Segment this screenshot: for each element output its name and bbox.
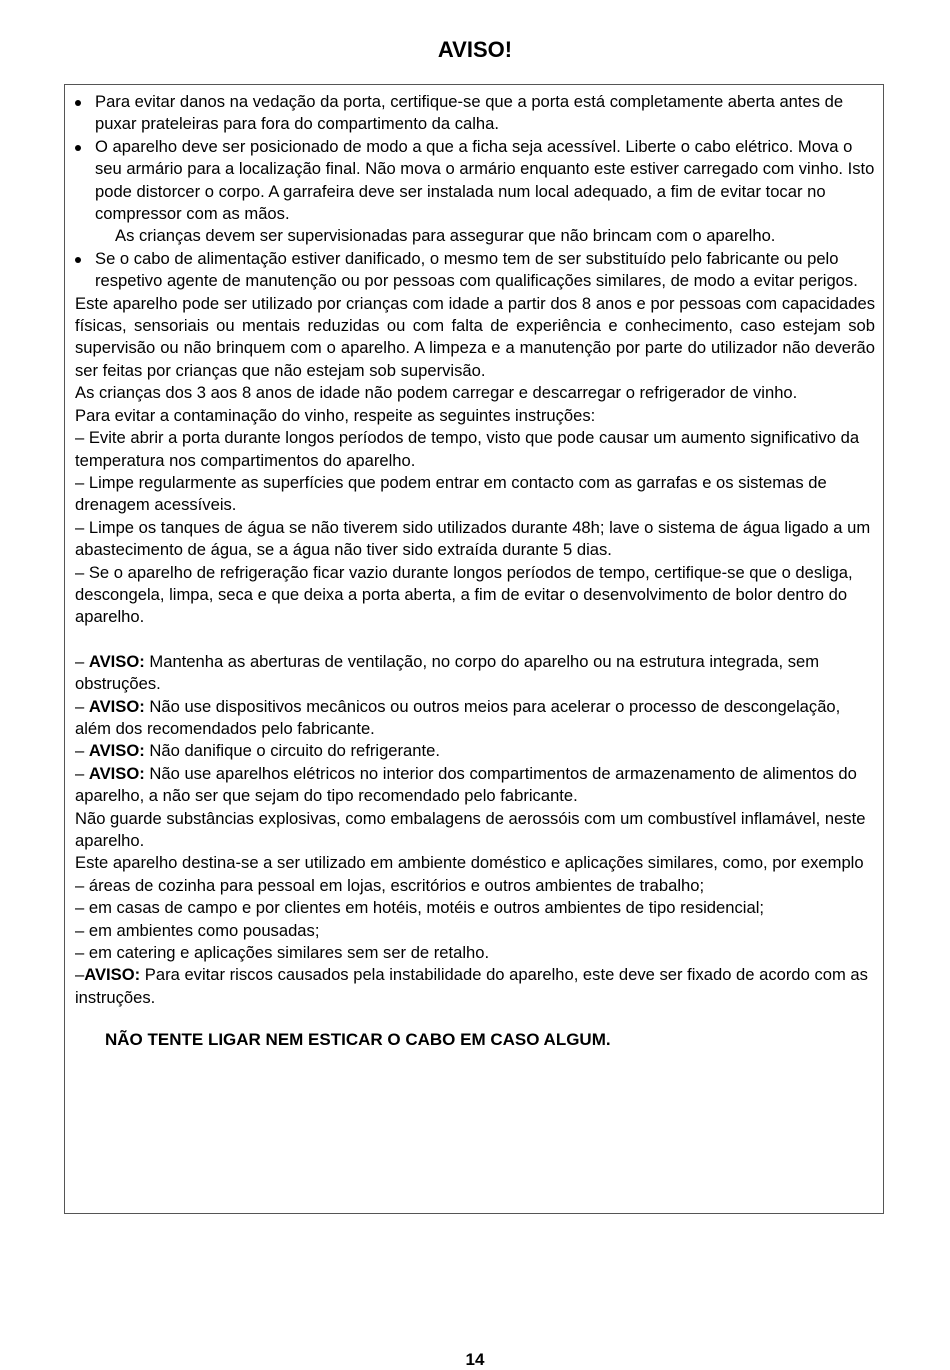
warning-prefix: – — [75, 696, 89, 716]
warning-box — [64, 84, 884, 1214]
spacer — [75, 629, 875, 651]
warning-line — [75, 964, 875, 1009]
paragraph: As crianças dos 3 aos 8 anos de idade não podem carregar e descarregar o refrigerador de vinho. — [75, 383, 798, 403]
warning-text: Para evitar riscos causados pela instabilidade do aparelho, este deve ser fixado de acordo com as instruções. — [75, 965, 868, 1007]
paragraph: – em ambientes como pousadas; — [75, 920, 320, 940]
warning-label: AVISO: — [88, 763, 145, 783]
warning-line — [75, 696, 875, 741]
paragraph: – áreas de cozinha para pessoal em lojas, escritórios e outros ambientes de trabalho; — [75, 875, 705, 895]
paragraph: Este aparelho destina-se a ser utilizado em ambiente doméstico e aplicações similares, como, por exemplo — [75, 853, 864, 873]
paragraph: – Limpe os tanques de água se não tiverem sido utilizados durante 48h; lave o sistema de água ligado a um abastecimento de água, se a água não tiver sido extraída durante 5 dias. — [75, 517, 871, 560]
warning-prefix: – — [75, 741, 89, 761]
page-title: AVISO! — [437, 37, 513, 62]
warning-text: Não use dispositivos mecânicos ou outros meios para acelerar o processo de descongelação, além dos recomendados pelo fabricante. — [75, 696, 841, 738]
bullet-dot-icon — [75, 100, 81, 106]
paragraph: – Se o aparelho de refrigeração ficar vazio durante longos períodos de tempo, certifique-se que o desliga, descongela, limpa, seca e que deixa a porta aberta, a fim de evitar o desenvolvimento de bolor dentro do aparelho. — [75, 562, 853, 627]
bullet-dot-icon — [75, 145, 81, 151]
page-number: 14 — [465, 1350, 485, 1369]
paragraph: – em catering e aplicações similares sem ser de retalho. — [75, 943, 490, 963]
paragraph: Este aparelho pode ser utilizado por crianças com idade a partir dos 8 anos e por pessoas com capacidades físicas, sensoriais ou mentais reduzidas ou com falta de experiência e conhecimento, caso estejam sob supervisão ou não brinquem com o aparelho. A limpeza e a manutenção por parte do utilizador não deverão ser feitas por crianças que não estejam sob supervisão. — [75, 293, 875, 380]
warning-line — [75, 740, 875, 762]
warning-prefix: – — [75, 763, 89, 783]
children-supervision-text: As crianças devem ser supervisionadas para assegurar que não brincam com o aparelho. — [115, 226, 776, 246]
bullet-item — [75, 91, 875, 136]
bullet-item — [75, 248, 875, 293]
bullet-text: O aparelho deve ser posicionado de modo a que a ficha seja acessível. Liberte o cabo elétrico. Mova o seu armário para a localização final. Não mova o armário enquanto este estiver carregado com vinho. Isto pode distorcer o corpo. A garrafeira deve ser instalada num local adequado, a fim de evitar tocar no compressor com as mãos. — [95, 136, 875, 224]
paragraph: – Limpe regularmente as superfícies que podem entrar em contacto com as garrafas e os sistemas de drenagem acessíveis. — [75, 472, 827, 515]
warning-line — [75, 763, 875, 808]
paragraph: – Evite abrir a porta durante longos períodos de tempo, visto que pode causar um aumento significativo da temperatura nos compartimentos do aparelho. — [75, 428, 860, 470]
warning-prefix: – — [75, 965, 85, 985]
warning-prefix: – — [75, 651, 89, 671]
warning-label: AVISO: — [88, 651, 145, 671]
bullet-text: Se o cabo de alimentação estiver danificado, o mesmo tem de ser substituído pelo fabricante ou pelo respetivo agente de manutenção ou por pessoas com qualificações similares, de modo a evitar perigos. — [95, 248, 858, 291]
bullet-item — [75, 136, 875, 226]
warning-line — [75, 651, 875, 696]
final-notice: NÃO TENTE LIGAR NEM ESTICAR O CABO EM CASO ALGUM. — [105, 1030, 611, 1050]
bullet-text: Para evitar danos na vedação da porta, certifique-se que a porta está completamente aberta antes de puxar prateleiras para fora do compartimento da calha. — [95, 92, 844, 134]
spacer — [75, 1009, 875, 1029]
warning-text: Mantenha as aberturas de ventilação, no corpo do aparelho ou na estrutura integrada, sem obstruções. — [75, 651, 820, 694]
warning-text: Não use aparelhos elétricos no interior dos compartimentos de armazenamento de alimentos do aparelho, a não ser que sejam do tipo recomendado pelo fabricante. — [75, 763, 857, 806]
paragraph: Para evitar a contaminação do vinho, respeite as seguintes instruções: — [75, 405, 596, 425]
warning-text: Não danifique o circuito do refrigerante. — [144, 741, 440, 761]
paragraph: Não guarde substâncias explosivas, como embalagens de aerossóis com um combustível inflamável, neste aparelho. — [75, 808, 866, 850]
warning-label: AVISO: — [88, 741, 145, 761]
paragraph: – em casas de campo e por clientes em hotéis, motéis e outros ambientes de tipo residencial; — [75, 898, 764, 918]
warning-label: AVISO: — [84, 965, 141, 985]
warning-label: AVISO: — [88, 696, 145, 716]
bullet-dot-icon — [75, 257, 81, 263]
